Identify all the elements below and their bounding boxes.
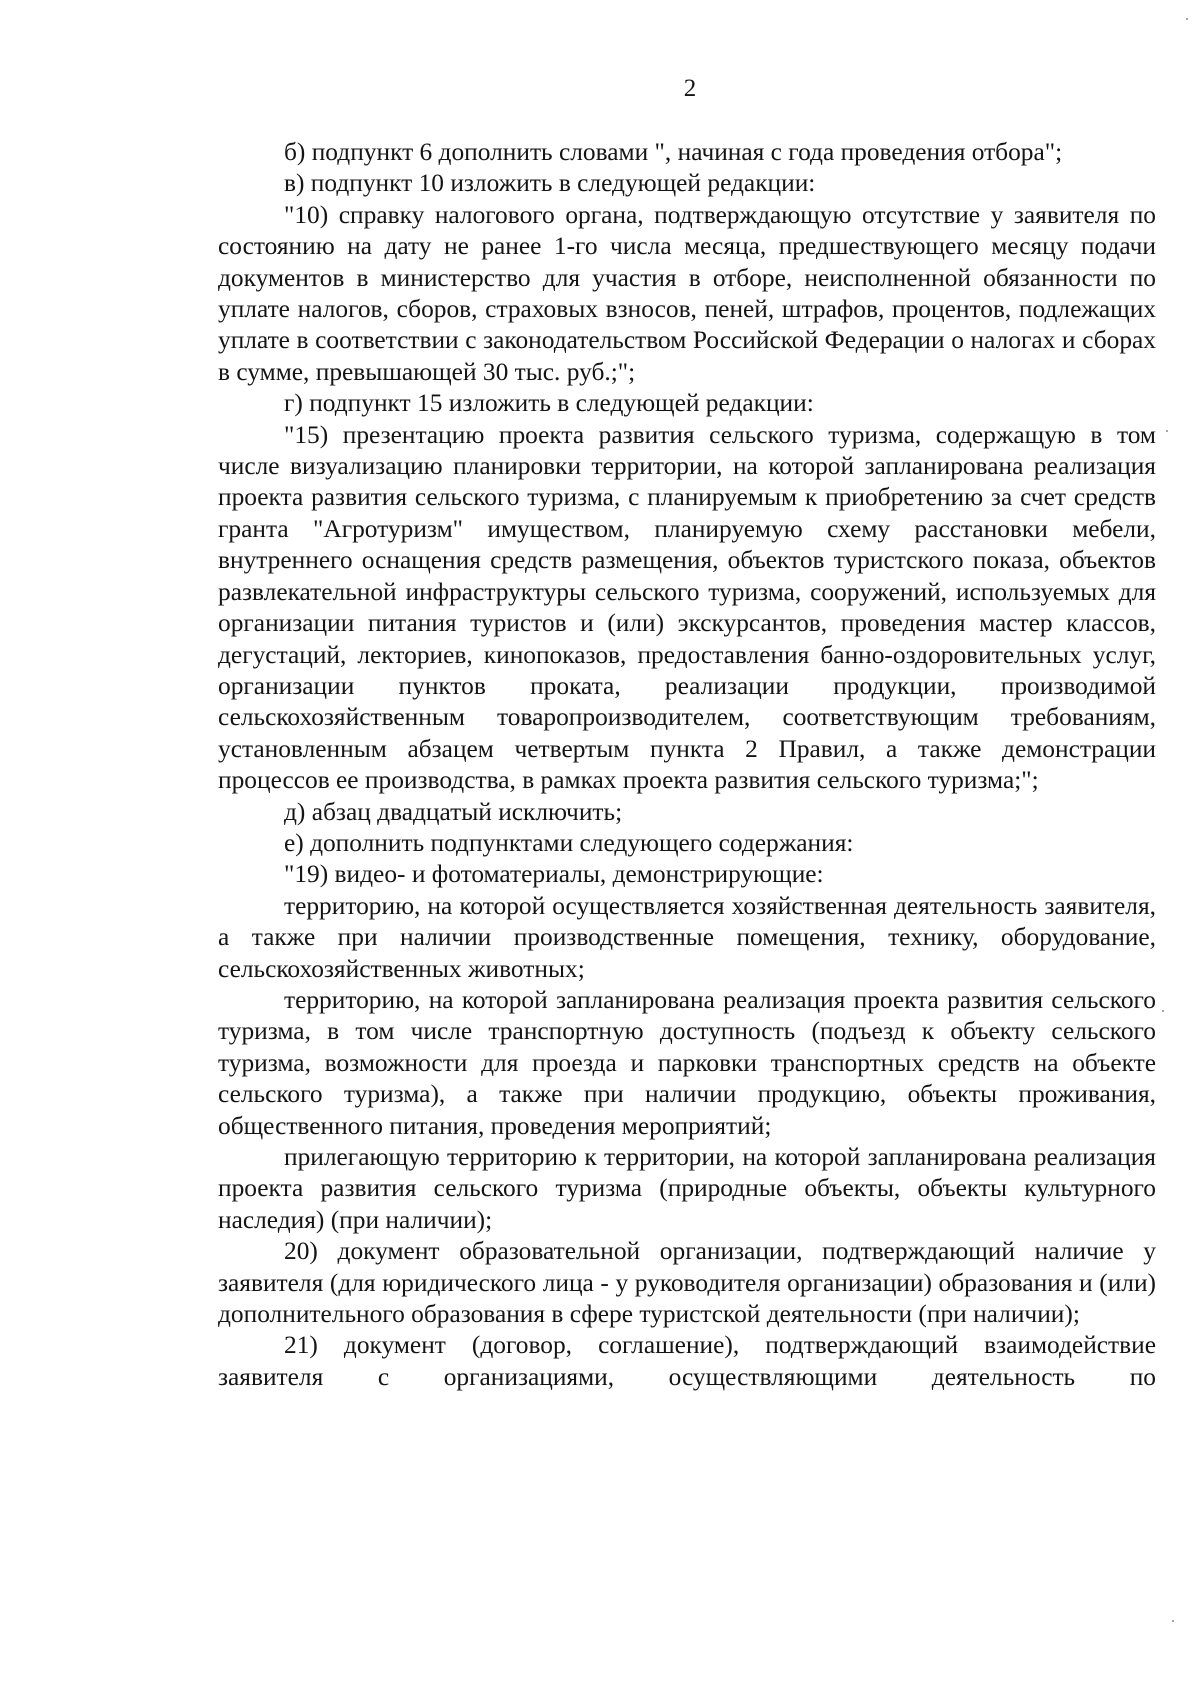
paragraph-territory-project: территорию, на которой запланирована реализация проекта развития сельского туризма, в том числе транспортную доступность (подъезд к объекту сельского туризма, возможности для проезда и парковки транспортных средств на объекте сельского туризма), а также при наличии продукцию, объекты проживания, общественного питания, проведения мероприятий; — [218, 985, 1156, 1140]
paragraph-g: г) подпункт 15 изложить в следующей редакции: — [284, 389, 814, 418]
paragraph-v: в) подпункт 10 изложить в следующей редакции: — [284, 169, 816, 198]
scan-speck — [1166, 430, 1168, 432]
page-number: 2 — [683, 75, 697, 102]
scan-speck — [1186, 18, 1188, 20]
paragraph-b: б) подпункт 6 дополнить словами ", начиная с года проведения отбора"; — [284, 138, 1063, 166]
paragraph-item-15: "15) презентацию проекта развития сельского туризма, содержащую в том числе визуализацию планировки территории, на которой запланирована реализация проекта развития сельского туризма, с планируемым к приобретению за счет средств гранта "Агротуризм" имуществом, планируемую схему расстановки мебели, внутреннего оснащения средств размещения, объектов туристского показа, объектов развлекательной инфраструктуры сельского туризма, сооружений, используемых для организации питания туристов и (или) экскурсантов, проведения мастер классов, дегустаций, лекториев, кинопоказов, предоставления банно-оздоровительных услуг, организации пунктов проката, реализации продукции, производимой сельскохозяйственным товаропроизводителем, соответствующим требованиям, установленным абзацем четвертым пункта 2 Правил, а также демонстрации процессов ее производства, в рамках проекта развития сельского туризма;"; — [218, 420, 1156, 795]
paragraph-d: д) абзац двадцатый исключить; — [284, 797, 623, 826]
scan-speck — [1172, 1620, 1174, 1622]
paragraph-item-19: "19) видео- и фотоматериалы, демонстрирующие: — [284, 860, 824, 889]
paragraph-e: е) дополнить подпунктами следующего содержания: — [284, 828, 854, 857]
paragraph-item-20: 20) документ образовательной организации, подтверждающий наличие у заявителя (для юридического лица - у руководителя организации) образования и (или) дополнительного образования в сфере туристской деятельности (при наличии); — [218, 1237, 1156, 1329]
paragraph-adjacent-territory: прилегающую территорию к территории, на которой запланирована реализация проекта развития сельского туризма (природные объекты, объекты культурного наследия) (при наличии); — [218, 1143, 1156, 1234]
scan-speck — [1162, 1010, 1164, 1012]
paragraph-item-10: "10) справку налогового органа, подтверждающую отсутствие у заявителя по состоянию на дату не ранее 1-го числа месяца, предшествующего месяцу подачи документов в министерство для участия в отборе, неисполненной обязанности по уплате налогов, сборов, страховых взносов, пеней, штрафов, процентов, подлежащих уплате в соответствии с законодательством Российской Федерации о налогах и сборах в сумме, превышающей 30 тыс. руб.;"; — [218, 200, 1156, 386]
document-body — [218, 137, 1156, 1393]
paragraph-item-21: 21) документ (договор, соглашение), подтверждающий взаимодействие заявителя с организациями, осуществляющими деятельность по — [218, 1331, 1156, 1391]
paragraph-territory-activity: территорию, на которой осуществляется хозяйственная деятельность заявителя, а также при наличии производственные помещения, технику, оборудование, сельскохозяйственных животных; — [218, 891, 1156, 983]
